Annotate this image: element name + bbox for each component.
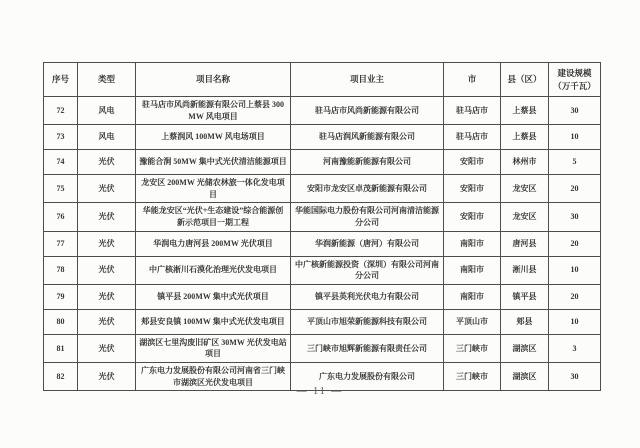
- header-type: 类型: [78, 63, 136, 97]
- header-no: 序号: [44, 63, 78, 97]
- table-row: [44, 284, 601, 309]
- header-scale-line1: 建设规模: [557, 68, 592, 79]
- cell-county: 湖滨区: [501, 362, 549, 390]
- cell-no: 75: [44, 175, 78, 203]
- cell-project-name: 华润电力唐河县 200MW 光伏项目: [136, 231, 291, 256]
- projects-table: [43, 62, 601, 391]
- cell-scale: 10: [549, 256, 601, 284]
- cell-type: 光伏: [78, 256, 136, 284]
- header-project-name: 项目名称: [136, 63, 291, 97]
- cell-county: 龙安区: [501, 175, 549, 203]
- cell-city: 安阳市: [444, 175, 501, 203]
- cell-scale: 10: [549, 309, 601, 334]
- cell-city: 驻马店市: [444, 97, 501, 125]
- cell-type: 风电: [78, 125, 136, 150]
- cell-no: 82: [44, 362, 78, 390]
- header-county: 县（区）: [501, 63, 549, 97]
- header-city: 市: [444, 63, 501, 97]
- cell-type: 光伏: [78, 334, 136, 362]
- cell-project-name: 龙安区 200MW 光储农林旅一体化发电项目: [136, 175, 291, 203]
- cell-type: 光伏: [78, 284, 136, 309]
- cell-project-name: 豫能合涧 50MW 集中式光伏清洁能源项目: [136, 150, 291, 175]
- cell-no: 73: [44, 125, 78, 150]
- cell-project-name: 郏县安良镇 100MW 集中式光伏发电项目: [136, 309, 291, 334]
- cell-type: 光伏: [78, 175, 136, 203]
- cell-type: 光伏: [78, 150, 136, 175]
- cell-project-name: 湖滨区七里沟废旧矿区 30MW 光伏发电站项目: [136, 334, 291, 362]
- cell-city: 三门峡市: [444, 362, 501, 390]
- table-row: [44, 97, 601, 125]
- cell-county: 林州市: [501, 150, 549, 175]
- cell-project-owner: 镇平县英利光伏电力有限公司: [291, 284, 444, 309]
- page-number: — 11 —: [296, 386, 344, 397]
- cell-no: 81: [44, 334, 78, 362]
- cell-scale: 20: [549, 284, 601, 309]
- cell-scale: 20: [549, 175, 601, 203]
- cell-county: 镇平县: [501, 284, 549, 309]
- cell-project-name: 中广核淅川石漠化治理光伏发电项目: [136, 256, 291, 284]
- cell-city: 安阳市: [444, 203, 501, 231]
- cell-type: 风电: [78, 97, 136, 125]
- table-row: [44, 150, 601, 175]
- cell-city: 南阳市: [444, 284, 501, 309]
- cell-project-owner: 中广核新能源投资（深圳）有限公司河南分公司: [291, 256, 444, 284]
- cell-project-name: 驻马店市风尚新能源有限公司上蔡县 300MW 风电项目: [136, 97, 291, 125]
- cell-project-owner: 华润新能源（唐河）有限公司: [291, 231, 444, 256]
- cell-project-name: 上蔡润风 100MW 风电场项目: [136, 125, 291, 150]
- cell-project-owner: 驻马店市风尚新能源有限公司: [291, 97, 444, 125]
- cell-county: 唐河县: [501, 231, 549, 256]
- cell-no: 72: [44, 97, 78, 125]
- cell-county: 郏县: [501, 309, 549, 334]
- cell-scale: 10: [549, 125, 601, 150]
- cell-city: 南阳市: [444, 256, 501, 284]
- table-row: [44, 175, 601, 203]
- table-row: [44, 203, 601, 231]
- cell-city: 平顶山市: [444, 309, 501, 334]
- cell-scale: 3: [549, 334, 601, 362]
- cell-no: 77: [44, 231, 78, 256]
- cell-scale: 20: [549, 231, 601, 256]
- cell-project-owner: 广东电力发展股份有限公司: [291, 362, 444, 390]
- header-project-owner: 项目业主: [291, 63, 444, 97]
- cell-project-owner: 安阳市龙安区卓茂新能源有限公司: [291, 175, 444, 203]
- cell-scale: 30: [549, 362, 601, 390]
- table-row: [44, 125, 601, 150]
- cell-project-owner: 河南豫能新能源有限公司: [291, 150, 444, 175]
- table-row: [44, 256, 601, 284]
- cell-no: 80: [44, 309, 78, 334]
- cell-type: 光伏: [78, 231, 136, 256]
- cell-project-owner: 华能国际电力股份有限公司河南清洁能源分公司: [291, 203, 444, 231]
- cell-county: 上蔡县: [501, 125, 549, 150]
- cell-type: 光伏: [78, 203, 136, 231]
- cell-city: 南阳市: [444, 231, 501, 256]
- cell-project-owner: 平顶山市旭荣新能源科技有限公司: [291, 309, 444, 334]
- cell-county: 湖滨区: [501, 334, 549, 362]
- cell-scale: 30: [549, 97, 601, 125]
- cell-no: 79: [44, 284, 78, 309]
- cell-county: 上蔡县: [501, 97, 549, 125]
- cell-no: 76: [44, 203, 78, 231]
- cell-scale: 30: [549, 203, 601, 231]
- cell-city: 安阳市: [444, 150, 501, 175]
- cell-no: 78: [44, 256, 78, 284]
- table-row: [44, 309, 601, 334]
- cell-city: 三门峡市: [444, 334, 501, 362]
- table-body: [44, 97, 601, 391]
- cell-no: 74: [44, 150, 78, 175]
- cell-project-name: 华能龙安区“光伏+生态建设”综合能源创新示范项目一期工程: [136, 203, 291, 231]
- header-scale: [549, 63, 601, 97]
- cell-project-owner: 驻马店润风新能源有限公司: [291, 125, 444, 150]
- cell-project-name: 镇平县 200MW 集中式光伏项目: [136, 284, 291, 309]
- table-row: [44, 231, 601, 256]
- cell-city: 驻马店市: [444, 125, 501, 150]
- cell-project-name: 广东电力发展股份有限公司河南省三门峡市湖滨区光伏发电项目: [136, 362, 291, 390]
- table-row: [44, 334, 601, 362]
- header-row: [44, 63, 601, 97]
- cell-county: 龙安区: [501, 203, 549, 231]
- cell-type: 光伏: [78, 309, 136, 334]
- cell-project-owner: 三门峡市旭辉新能源有限责任公司: [291, 334, 444, 362]
- cell-type: 光伏: [78, 362, 136, 390]
- cell-county: 淅川县: [501, 256, 549, 284]
- cell-scale: 5: [549, 150, 601, 175]
- header-scale-line2: （万千瓦）: [553, 80, 596, 91]
